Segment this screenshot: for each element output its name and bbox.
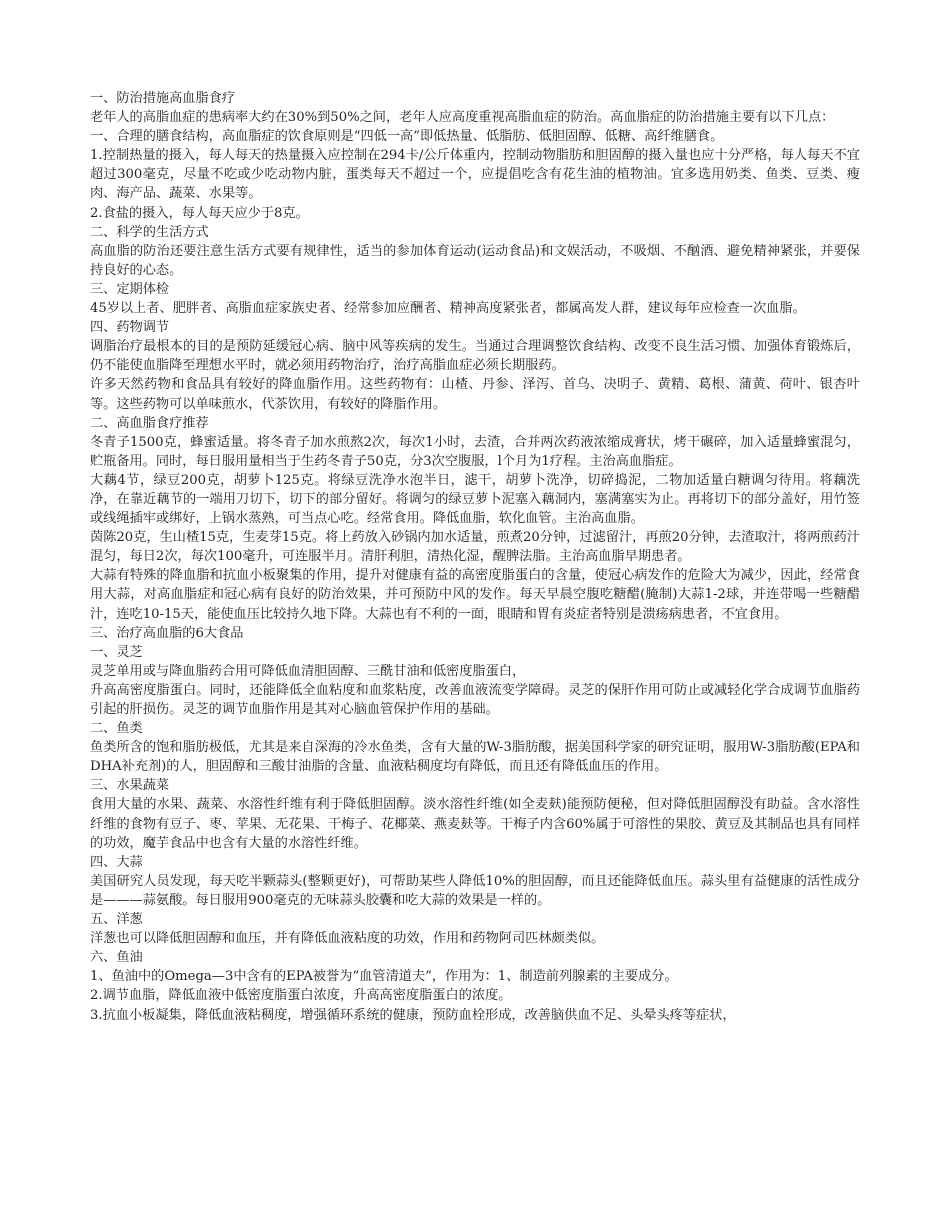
paragraph-garlic: 美国研究人员发现，每天吃半颗蒜头(整颗更好)，可帮助某些人降低10%的胆固醇，而且还能降低血压。蒜头里有益健康的活性成分是———蒜氨酸。每日服用900毫克的无味蒜头胶囊和吃大蒜的效果是一样的。: [90, 873, 860, 908]
heading-lingzhi: 一、灵芝: [90, 644, 143, 660]
paragraph-fish-oil-2: 2.调节血脂，降低血液中低密度脂蛋白浓度，升高高密度脂蛋白的浓度。: [90, 988, 512, 1004]
paragraph-fish-oil-3: 3.抗血小板凝集，降低血液粘稠度，增强循环系统的健康，预防血栓形成，改善脑供血不足、头晕头疼等症状，: [90, 1007, 736, 1023]
paragraph-medication: 调脂治疗最根本的目的是预防延缓冠心病、脑中风等疾病的发生。当通过合理调整饮食结构、改变不良生活习惯、加强体育锻炼后，仍不能使血脂降至理想水平时，就必须用药物治疗，治疗高脂血症必须长期服药。: [90, 339, 860, 374]
heading-checkup: 三、定期体检: [90, 281, 170, 297]
heading-fish-oil: 六、鱼油: [90, 950, 143, 966]
paragraph-intro: 老年人的高脂血症的患病率大约在30%到50%之间，老年人应高度重视高脂血症的防治。高血脂症的防治措施主要有以下几点：: [90, 110, 835, 126]
heading-recipes: 二、高血脂食疗推荐: [90, 415, 209, 431]
heading-onion: 五、洋葱: [90, 912, 143, 928]
paragraph-recipe-garlic: 大蒜有特殊的降血脂和抗血小板聚集的作用，提升对健康有益的高密度脂蛋白的含量，使冠心病发作的危险大为减少，因此，经常食用大蒜，对高血脂症和冠心病有良好的防治效果，并可预防中风的发作。每天早晨空腹吃糖醋(腌制)大蒜1-2球，并连带喝一些糖醋汁，连吃10-15天，能使血压比较持久地下降。大蒜也有不利的一面，眼睛和胃有炎症者特别是溃疡病患者，不宜食用。: [90, 568, 860, 622]
paragraph-diet-structure: 一、合理的膳食结构，高血脂症的饮食原则是“四低一高”即低热量、低脂肪、低胆固醇、低糖、高纤维膳食。: [90, 129, 724, 145]
paragraph-onion: 洋葱也可以降低胆固醇和血压，并有降低血液粘度的功效，作用和药物阿司匹林颇类似。: [90, 931, 605, 947]
paragraph-salt-intake: 2.食盐的摄入，每人每天应少于8克。: [90, 205, 309, 221]
paragraph-checkup: 45岁以上者、肥胖者、高脂血症家族史者、经常参加应酬者、精神高度紧张者，都属高发人群，建议每年应检查一次血脂。: [90, 301, 806, 317]
paragraph-lifestyle: 高血脂的防治还要注意生活方式要有规律性，适当的参加体育运动(运动食品)和文娱活动，不吸烟、不酗酒、避免精神紧张，并要保持良好的心态。: [90, 243, 860, 278]
paragraph-lingzhi-1: 灵芝单用或与降血脂药合用可降低血清胆固醇、三酰甘油和低密度脂蛋白，: [90, 663, 526, 679]
paragraph-lingzhi-2: 升高高密度脂蛋白。同时，还能降低全血粘度和血浆粘度，改善血液流变学障碍。灵芝的保肝作用可防止或减轻化学合成调节血脂药引起的肝损伤。灵芝的调节血脂作用是其对心脑血管保护作用的基础。: [90, 682, 860, 717]
heading-fish: 二、鱼类: [90, 721, 143, 737]
heading-prevention: 一、防治措施高血脂食疗: [90, 91, 236, 106]
paragraph-recipe-yinchen: 茵陈20克，生山楂15克，生麦芽15克。将上药放入砂锅内加水适量，煎煮20分钟，过滤留汁，再煎20分钟，去渣取汁，将两煎药汁混匀，每日2次，每次100毫升，可连服半月。清肝利胆，清热化湿，醒脾法脂。主治高血脂早期患者。: [90, 530, 860, 565]
heading-medication: 四、药物调节: [90, 320, 170, 336]
paragraph-fish-oil-1: 1、鱼油中的Omega—3中含有的EPA被誉为“血管清道夫”，作用为：1、制造前列腺素的主要成分。: [90, 969, 678, 985]
heading-fruit-veg: 三、水果蔬菜: [90, 778, 170, 794]
paragraph-recipe-lotus-root: 大藕4节，绿豆200克，胡萝卜125克。将绿豆洗净水泡半日，滤干，胡萝卜洗净，切碎捣泥，二物加适量白糖调匀待用。将藕洗净，在靠近藕节的一端用刀切下，切下的部分留好。将调匀的绿豆萝卜泥塞入藕洞内，塞满塞实为止。再将切下的部分盖好，用竹签或线绳插牢或绑好，上锅水蒸熟，可当点心吃。经常食用。降低血脂，软化血管。主治高血脂。: [90, 472, 860, 527]
heading-six-foods: 三、治疗高血脂的6大食品: [90, 625, 244, 641]
heading-lifestyle: 二、科学的生活方式: [90, 224, 209, 240]
paragraph-fruit-veg: 食用大量的水果、蔬菜、水溶性纤维有利于降低胆固醇。淡水溶性纤维(如全麦麸)能预防便秘，但对降低胆固醇没有助益。含水溶性纤维的食物有豆子、枣、苹果、无花果、干梅子、花椰菜、燕麦麸等。干梅子内含60%属于可溶性的果胶、黄豆及其制品也具有同样的功效，魔芋食品中也含有大量的水溶性纤维。: [90, 797, 860, 851]
paragraph-fish: 鱼类所含的饱和脂肪极低，尤其是来自深海的冷水鱼类，含有大量的W-3脂肪酸，据美国科学家的研究证明，服用W-3脂肪酸(EPA和DHA补充剂)的人，胆固醇和三酸甘油脂的含量、血液粘稠度均有降低，而且还有降低血压的作用。: [90, 740, 860, 775]
paragraph-natural-drugs: 许多天然药物和食品具有较好的降血脂作用。这些药物有：山楂、丹参、泽泻、首乌、决明子、黄精、葛根、蒲黄、荷叶、银杏叶等。这些药物可以单味煎水，代茶饮用，有较好的降脂作用。: [90, 377, 860, 412]
paragraph-recipe-dongqingzi: 冬青子1500克，蜂蜜适量。将冬青子加水煎熬2次，每次1小时，去渣，合并两次药液浓缩成膏状，烤干碾碎，加入适量蜂蜜混匀，贮瓶备用。同时，每日服用量相当于生药冬青子50克，分3次空腹服，l个月为1疗程。主治高血脂症。: [90, 434, 860, 469]
heading-garlic: 四、大蒜: [90, 854, 143, 870]
paragraph-calorie-control: 1.控制热量的摄入，每人每天的热量摄入应控制在294卡/公斤体重内，控制动物脂肪和胆固醇的摄入量也应十分严格，每人每天不宜超过300毫克，尽量不吃或少吃动物内脏，蛋类每天不超过一个，应提倡吃含有花生油的植物油。宜多选用奶类、鱼类、豆类、瘦肉、海产品、蔬菜、水果等。: [90, 148, 860, 202]
document-body: [90, 89, 860, 1025]
